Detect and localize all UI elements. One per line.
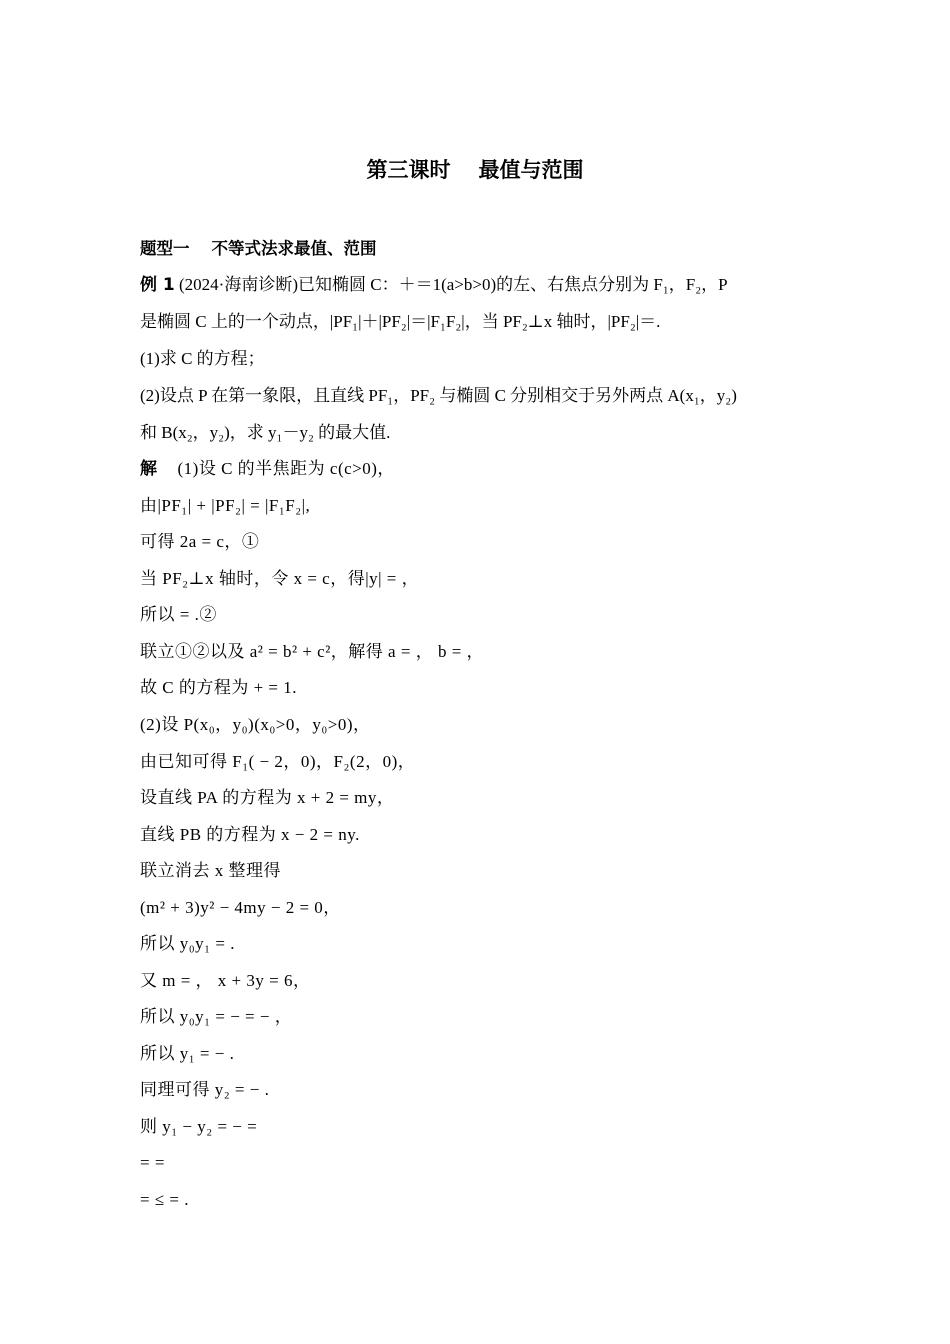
solution-line: 故 C 的方程为 + = 1. bbox=[140, 678, 298, 697]
solution-line: = ≤ = . bbox=[140, 1190, 190, 1209]
page-title bbox=[0, 154, 950, 184]
title-sub: 最值与范围 bbox=[478, 158, 584, 182]
solution-line: 当 PF₂⊥x 轴时，令 x = c，得|y| = ， bbox=[140, 569, 420, 588]
solution-line: 所以 y₁ = − . bbox=[140, 1044, 235, 1063]
solution-line: 联立消去 x 整理得 bbox=[140, 861, 281, 880]
question-2-line-2: 和 B(x₂，y₂)，求 y₁－y₂ 的最大值. bbox=[140, 423, 391, 442]
solution-line: 由|PF₁| + |PF₂| = |F₁F₂|, bbox=[140, 496, 311, 515]
solution-line: 联立①②以及 a² = b² + c²，解得 a = ， b = ， bbox=[140, 642, 485, 661]
solution-line: 所以 y₀y₁ = . bbox=[140, 934, 235, 953]
question-2-line-1: (2)设点 P 在第一象限，且直线 PF₁，PF₂ 与椭圆 C 分别相交于另外两点 A(x₁，y₂) bbox=[140, 386, 737, 405]
solution-line: (2)设 P(x₀，y₀)(x₀>0，y₀>0)， bbox=[140, 715, 371, 734]
solution-line: 由已知可得 F₁( − 2，0)，F₂(2，0)， bbox=[140, 752, 416, 771]
section-name: 不等式法求最值、范围 bbox=[211, 239, 377, 258]
solution-first-line bbox=[140, 457, 820, 481]
solution-line: 所以 = .② bbox=[140, 605, 217, 624]
solution-line: (m² + 3)y² − 4my − 2 = 0， bbox=[140, 898, 341, 917]
example-line-1 bbox=[140, 273, 820, 297]
section-heading bbox=[140, 237, 820, 261]
solution-first-text: (1)设 C 的半焦距为 c(c>0)， bbox=[177, 459, 395, 478]
solution-line: 又 m = ， x + 3y = 6， bbox=[140, 971, 311, 990]
question-1: (1)求 C 的方程； bbox=[140, 349, 265, 368]
example-text-1: (2024·海南诊断)已知椭圆 C：＋＝1(a>b>0)的左、右焦点分别为 F₁，F₂，P bbox=[174, 275, 728, 294]
solution-line: 可得 2a = c，① bbox=[140, 532, 260, 551]
solution-line: 设直线 PA 的方程为 x + 2 = my， bbox=[140, 788, 395, 807]
solution-line: 所以 y₀y₁ = − = − ， bbox=[140, 1007, 293, 1026]
solution-line: 直线 PB 的方程为 x − 2 = ny. bbox=[140, 825, 360, 844]
section-label: 题型一 bbox=[140, 239, 190, 258]
solution-label: 解 bbox=[140, 459, 158, 479]
solution-line: 则 y₁ − y₂ = − = bbox=[140, 1117, 258, 1136]
example-line-2: 是椭圆 C 上的一个动点，|PF₁|＋|PF₂|＝|F₁F₂|，当 PF₂⊥x 轴时，|PF₂|＝. bbox=[140, 312, 661, 331]
title-main: 第三课时 bbox=[366, 158, 451, 182]
solution-line: 同理可得 y₂ = − . bbox=[140, 1080, 270, 1099]
example-label: 例 1 bbox=[140, 275, 175, 295]
solution-line: = = bbox=[140, 1153, 165, 1172]
